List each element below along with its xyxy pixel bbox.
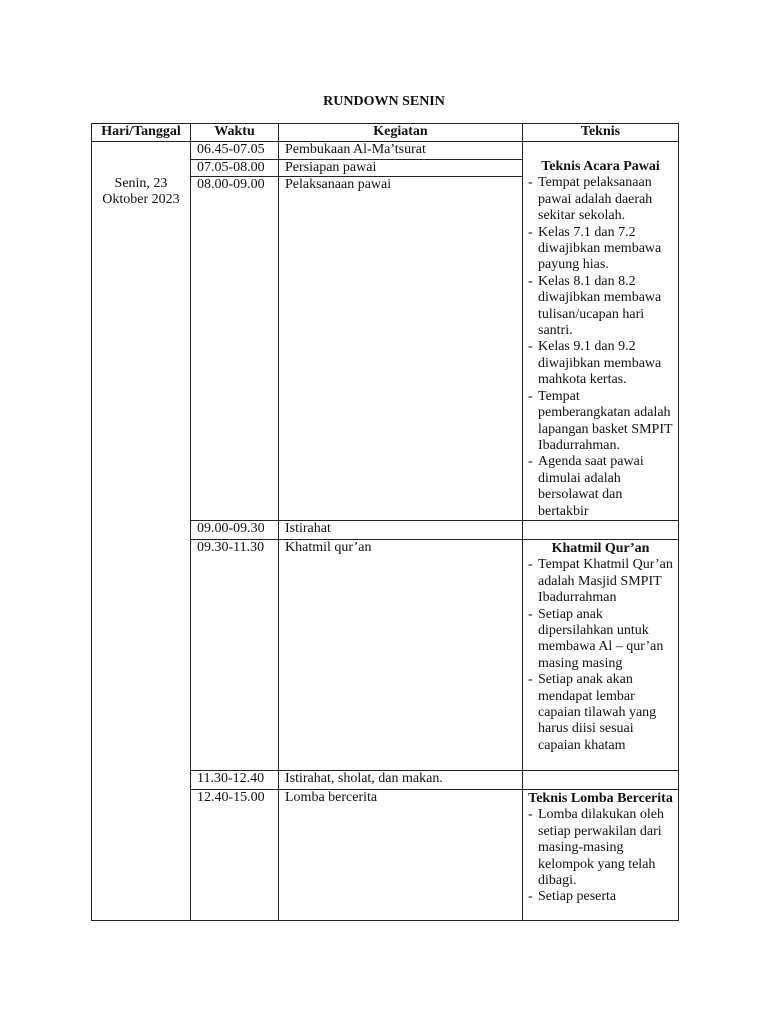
header-teknis: Teknis — [523, 124, 679, 142]
technical-cell-pawai — [523, 142, 679, 521]
technical-title: Teknis Lomba Bercerita — [528, 790, 673, 806]
list-item: - Kelas 8.1 dan 8.2 diwajibkan membawa tulisan/ucapan hari santri. — [527, 274, 674, 340]
time-cell: 06.45-07.05 — [191, 142, 279, 160]
list-item: - Tempat pelaksanaan pawai adalah daerah sekitar sekolah. — [527, 175, 674, 224]
technical-cell-empty — [523, 770, 679, 789]
day-date-line1: Senin, 23 — [114, 176, 168, 191]
time-cell: 11.30-12.40 — [191, 770, 279, 789]
time-cell: 07.05-08.00 — [191, 159, 279, 177]
activity-cell: Persiapan pawai — [279, 159, 523, 177]
list-item: - Setiap anak dipersilahkan untuk membawa Al – qur’an masing masing — [527, 607, 674, 673]
list-item: - Agenda saat pawai dimulai adalah bersolawat dan bertakbir — [527, 454, 674, 520]
rundown-table — [91, 123, 679, 921]
list-item: - Tempat pemberangkatan adalah lapangan basket SMPIT Ibadurrahman. — [527, 389, 674, 455]
header-hari-tanggal: Hari/Tanggal — [92, 124, 191, 142]
header-waktu: Waktu — [191, 124, 279, 142]
activity-cell: Khatmil qur’an — [279, 539, 523, 770]
activity-cell: Pembukaan Al-Ma’tsurat — [279, 142, 523, 160]
technical-cell-lomba — [523, 789, 679, 920]
list-item: - Lomba dilakukan oleh setiap perwakilan dari masing-masing kelompok yang telah dibagi. — [527, 807, 674, 889]
technical-list — [527, 175, 674, 520]
page-title: RUNDOWN SENIN — [323, 94, 445, 109]
time-cell: 08.00-09.00 — [191, 177, 279, 521]
day-date-line2: Oktober 2023 — [102, 192, 180, 208]
activity-cell: Pelaksanaan pawai — [279, 177, 523, 521]
technical-cell-khatmil — [523, 539, 679, 770]
technical-list — [527, 807, 674, 905]
technical-list — [527, 557, 674, 754]
time-cell: 09.00-09.30 — [191, 520, 279, 539]
list-item: - Kelas 9.1 dan 9.2 diwajibkan membawa mahkota kertas. — [527, 339, 674, 388]
time-cell: 12.40-15.00 — [191, 789, 279, 920]
list-item: - Setiap peserta — [527, 889, 674, 905]
technical-title: Teknis Acara Pawai — [541, 159, 660, 174]
activity-cell: Lomba bercerita — [279, 789, 523, 920]
activity-cell: Istirahat — [279, 520, 523, 539]
list-item: - Tempat Khatmil Qur’an adalah Masjid SMPIT Ibadurrahman — [527, 557, 674, 606]
table-header-row — [92, 124, 679, 142]
technical-cell-empty — [523, 520, 679, 539]
time-cell: 09.30-11.30 — [191, 539, 279, 770]
day-cell — [92, 142, 191, 921]
list-item: - Setiap anak akan mendapat lembar capaian tilawah yang harus diisi sesuai capaian khatam — [527, 672, 674, 754]
activity-cell: Istirahat, sholat, dan makan. — [279, 770, 523, 789]
technical-title: Khatmil Qur’an — [551, 540, 650, 556]
table-row — [92, 142, 679, 160]
header-kegiatan: Kegiatan — [279, 124, 523, 142]
list-item: - Kelas 7.1 dan 7.2 diwajibkan membawa payung hias. — [527, 225, 674, 274]
